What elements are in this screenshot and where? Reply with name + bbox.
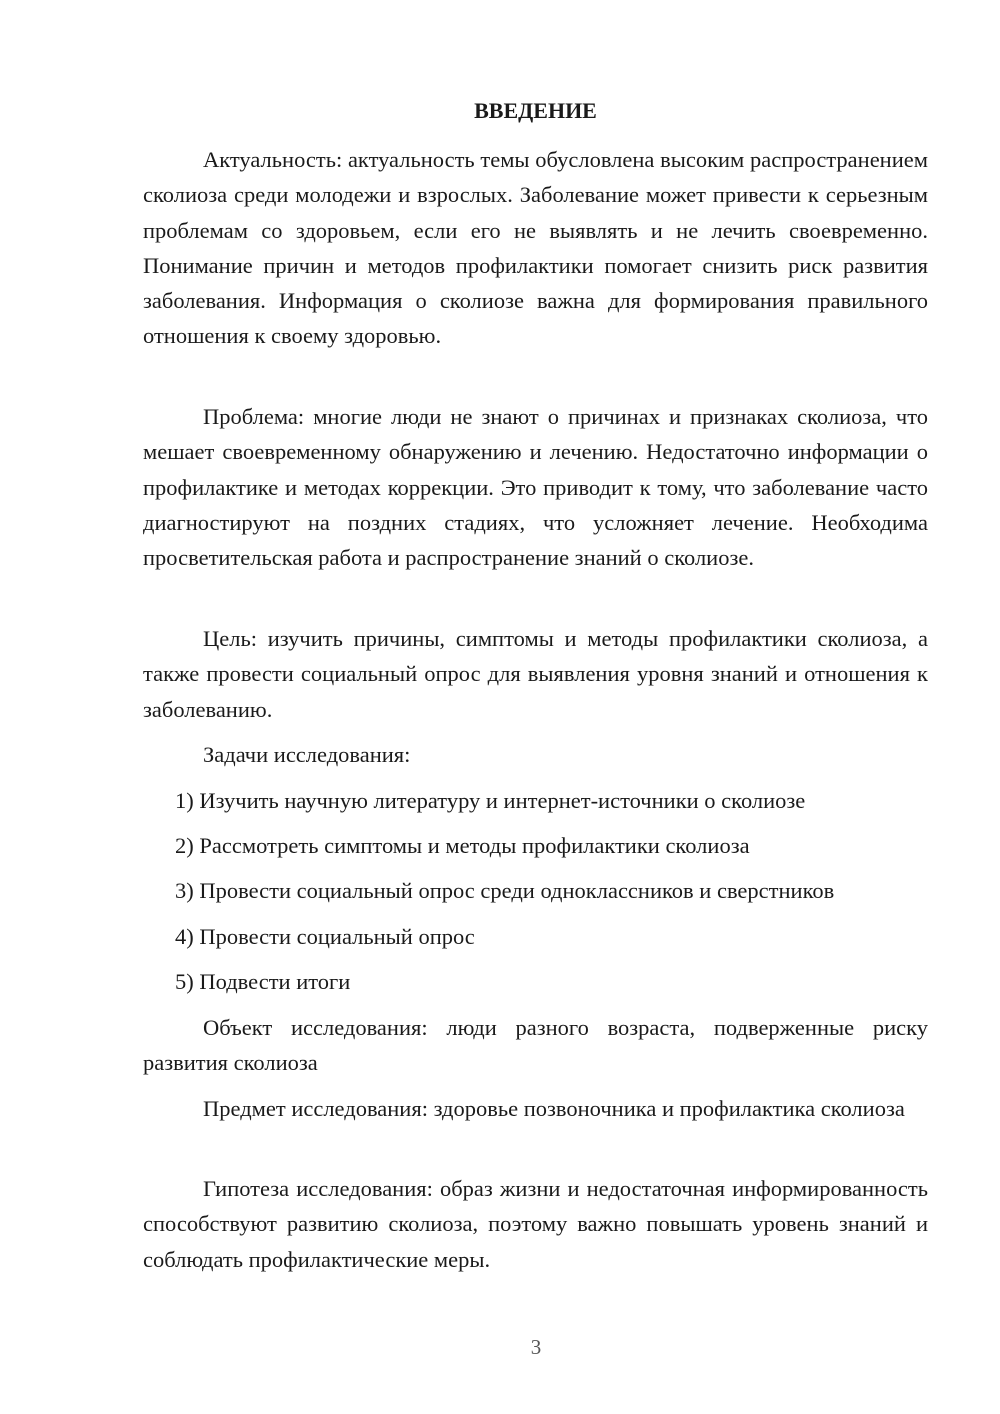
task-item-3: 3) Провести социальный опрос среди одноклассников и сверстников [175, 878, 835, 903]
paragraph-problem: Проблема: многие люди не знают о причинах и признаках сколиоза, что мешает своевременному обнаружению и лечению. Недостаточно информации о профилактике и методах коррекции. Это приводит к тому, что заболевание часто диагностируют на поздних стадиях, что усложняет лечение. Необходима просветительская работа и распространение знаний о сколиозе. [143, 404, 928, 571]
page-heading: ВВЕДЕНИЕ [474, 98, 597, 123]
task-item-4: 4) Провести социальный опрос [175, 924, 475, 949]
paragraph-hypothesis: Гипотеза исследования: образ жизни и недостаточная информированность способствуют развитию сколиоза, поэтому важно повышать уровень знаний и соблюдать профилактические меры. [143, 1176, 928, 1272]
task-item-5: 5) Подвести итоги [175, 969, 351, 994]
task-item-1: 1) Изучить научную литературу и интернет-источники о сколиозе [175, 788, 806, 813]
page-number: 3 [530, 1335, 542, 1359]
paragraph-subject: Предмет исследования: здоровье позвоночника и профилактика сколиоза [203, 1096, 905, 1121]
tasks-title: Задачи исследования: [203, 742, 411, 767]
paragraph-goal: Цель: изучить причины, симптомы и методы профилактики сколиоза, а также провести социальный опрос для выявления уровня знаний и отношения к заболеванию. [143, 626, 928, 722]
task-item-2: 2) Рассмотреть симптомы и методы профилактики сколиоза [175, 833, 750, 858]
paragraph-object: Объект исследования: люди разного возраста, подверженные риску развития сколиоза [143, 1015, 928, 1076]
paragraph-relevance: Актуальность: актуальность темы обусловлена высоким распространением сколиоза среди молодежи и взрослых. Заболевание может привести к серьезным проблемам со здоровьем, если его не выявлять и не лечить своевременно. Понимание причин и методов профилактики помогает снизить риск развития заболевания. Информация о сколиозе важна для формирования правильного отношения к своему здоровью. [143, 147, 928, 349]
